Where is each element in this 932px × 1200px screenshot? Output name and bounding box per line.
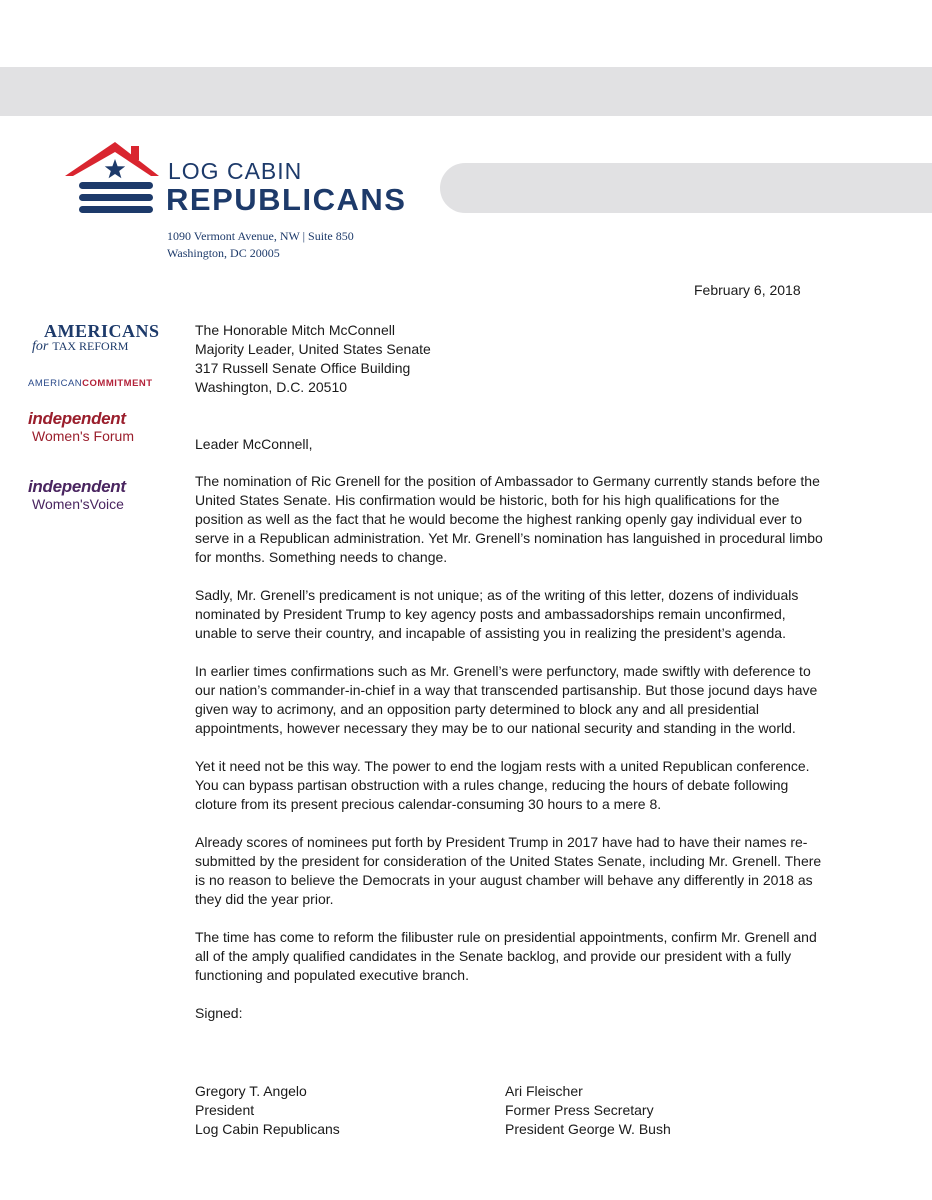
letter-date: February 6, 2018: [694, 282, 801, 298]
signatory-name: Ari Fleischer: [505, 1083, 583, 1099]
iwf-line2: Women's Forum: [32, 428, 134, 444]
iwf-line1: independent: [28, 409, 126, 428]
recipient-line: 317 Russell Senate Office Building: [195, 360, 411, 376]
body-paragraph: The nomination of Ric Grenell for the position of Ambassador to Germany currently stands before the United States Senate. His confirmation would be historic, both for his high qualifications for the position as well as the fact that he would become the highest ranking openly gay individual ever to serve in a Republican administration. Yet Mr. Grenell’s nomination has languished in procedural limbo for months. Something needs to change.: [195, 473, 823, 565]
signatory-title: Former Press Secretary: [505, 1102, 654, 1118]
americans-for-tax-reform-logo: [28, 322, 158, 353]
signatory-name: Gregory T. Angelo: [195, 1083, 307, 1099]
american-commitment-part1: AMERICAN: [28, 378, 83, 389]
recipient-address: [195, 321, 431, 397]
body-paragraph: In earlier times confirmations such as Mr. Grenell’s were perfunctory, made swiftly with deference to our nation’s commander-in-chief in a way that transcended partisanship. But those jocund days have given way to acrimony, and an opposition party determined to block any and all presidential appointments, however necessary they may be to our national security and standing in the world.: [195, 663, 818, 736]
independent-womens-forum-logo: [28, 410, 134, 444]
signature-block: [195, 1082, 340, 1139]
american-commitment-part2: COMMITMENT: [82, 378, 153, 389]
header-band: [0, 67, 932, 116]
signatory-org: President George W. Bush: [505, 1121, 671, 1137]
independent-womens-voice-logo: [28, 478, 126, 512]
signatory-org: Log Cabin Republicans: [195, 1121, 340, 1137]
body-paragraph: Sadly, Mr. Grenell’s predicament is not unique; as of the writing of this letter, dozens of individuals nominated by President Trump to key agency posts and ambassadorships remain unconfirmed, unable to serve their country, and incapable of assisting you in realizing the president’s agenda.: [195, 587, 799, 641]
signatory-title: President: [195, 1102, 255, 1118]
recipient-line: Majority Leader, United States Senate: [195, 341, 431, 357]
iwv-line2: Women'sVoice: [32, 496, 124, 512]
atr-tax-reform: TAX REFORM: [52, 339, 129, 353]
atr-line1: AMERICANS: [44, 321, 160, 341]
signed-label: Signed:: [195, 1005, 243, 1021]
body-paragraph: Yet it need not be this way. The power to end the logjam rests with a united Republican conference. You can bypass partisan obstruction with a rules change, reducing the hours of debate following cloture from its present precious calendar-consuming 30 hours to a mere 8.: [195, 758, 810, 812]
org-name-line1: LOG CABIN: [168, 158, 303, 184]
log-cabin-house-icon: [65, 140, 165, 215]
letterhead-address: [167, 228, 354, 262]
atr-line2: [28, 340, 158, 353]
body-paragraph: Already scores of nominees put forth by President Trump in 2017 have had to have their names re-submitted by the president for consideration of the United States Senate, including Mr. Grenell. There is no reason to believe the Democrats in your august chamber will behave any differently in 2018 as they did the year prior.: [195, 834, 822, 907]
recipient-line: Washington, D.C. 20510: [195, 379, 348, 395]
signature-block: [505, 1082, 671, 1139]
body-paragraph: The time has come to reform the filibuster rule on presidential appointments, confirm Mr. Grenell and all of the amply qualified candidates in the Senate backlog, and provide our president with a fully functioning and populated executive branch.: [195, 929, 817, 983]
letter-body: [195, 472, 825, 1042]
header-accent-bar: [440, 163, 932, 213]
atr-for: for: [32, 339, 49, 354]
recipient-line: The Honorable Mitch McConnell: [195, 322, 395, 338]
iwv-line1: independent: [28, 477, 126, 496]
american-commitment-logo: [28, 378, 153, 389]
address-line2: Washington, DC 20005: [167, 246, 280, 260]
salutation: Leader McConnell,: [195, 436, 313, 452]
org-name-line2: REPUBLICANS: [166, 182, 407, 217]
address-line1: 1090 Vermont Avenue, NW | Suite 850: [167, 229, 354, 243]
